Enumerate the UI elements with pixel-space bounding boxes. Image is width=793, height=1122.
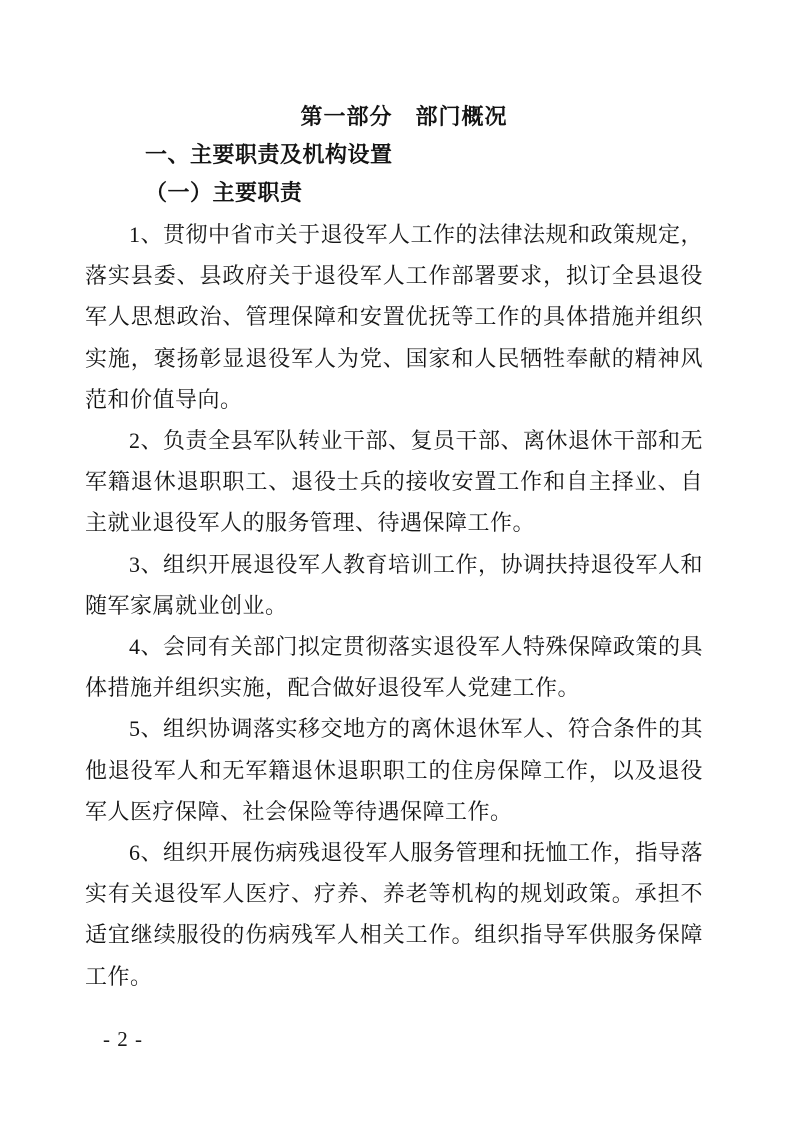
page-title: 第一部分 部门概况 xyxy=(300,104,508,129)
paragraph-6: 6、组织开展伤病残退役军人服务管理和抚恤工作，指导落实有关退役军人医疗、疗养、养老等机构的规划政策。承担不适宜继续服役的伤病残军人相关工作。组织指导军供服务保障工作。 xyxy=(85,840,704,989)
paragraph-5: 5、组织协调落实移交地方的离休退休军人、符合条件的其他退役军人和无军籍退休退职职工的住房保障工作，以及退役军人医疗保障、社会保险等待遇保障工作。 xyxy=(85,716,704,824)
document-content xyxy=(85,0,703,997)
paragraph-2: 2、负责全县军队转业干部、复员干部、离休退休干部和无军籍退休退职职工、退役士兵的接收安置工作和自主择业、自主就业退役军人的服务管理、待遇保障工作。 xyxy=(85,428,704,536)
section-heading: 一、主要职责及机构设置 xyxy=(145,142,393,167)
paragraph-3: 3、组织开展退役军人教育培训工作，协调扶持退役军人和随军家属就业创业。 xyxy=(85,551,704,618)
page-number: - 2 - xyxy=(103,1027,143,1051)
paragraph-4: 4、会同有关部门拟定贯彻落实退役军人特殊保障政策的具体措施并组织实施，配合做好退役军人党建工作。 xyxy=(85,634,704,701)
subsection-heading: （一）主要职责 xyxy=(145,180,303,205)
paragraph-1: 1、贯彻中省市关于退役军人工作的法律法规和政策规定，落实县委、县政府关于退役军人工作部署要求，拟订全县退役军人思想政治、管理保障和安置优抚等工作的具体措施并组织实施，褒扬彰显退役军人为党、国家和人民牺牲奉献的精神风范和价值导向。 xyxy=(85,222,704,412)
body-text xyxy=(85,214,703,997)
